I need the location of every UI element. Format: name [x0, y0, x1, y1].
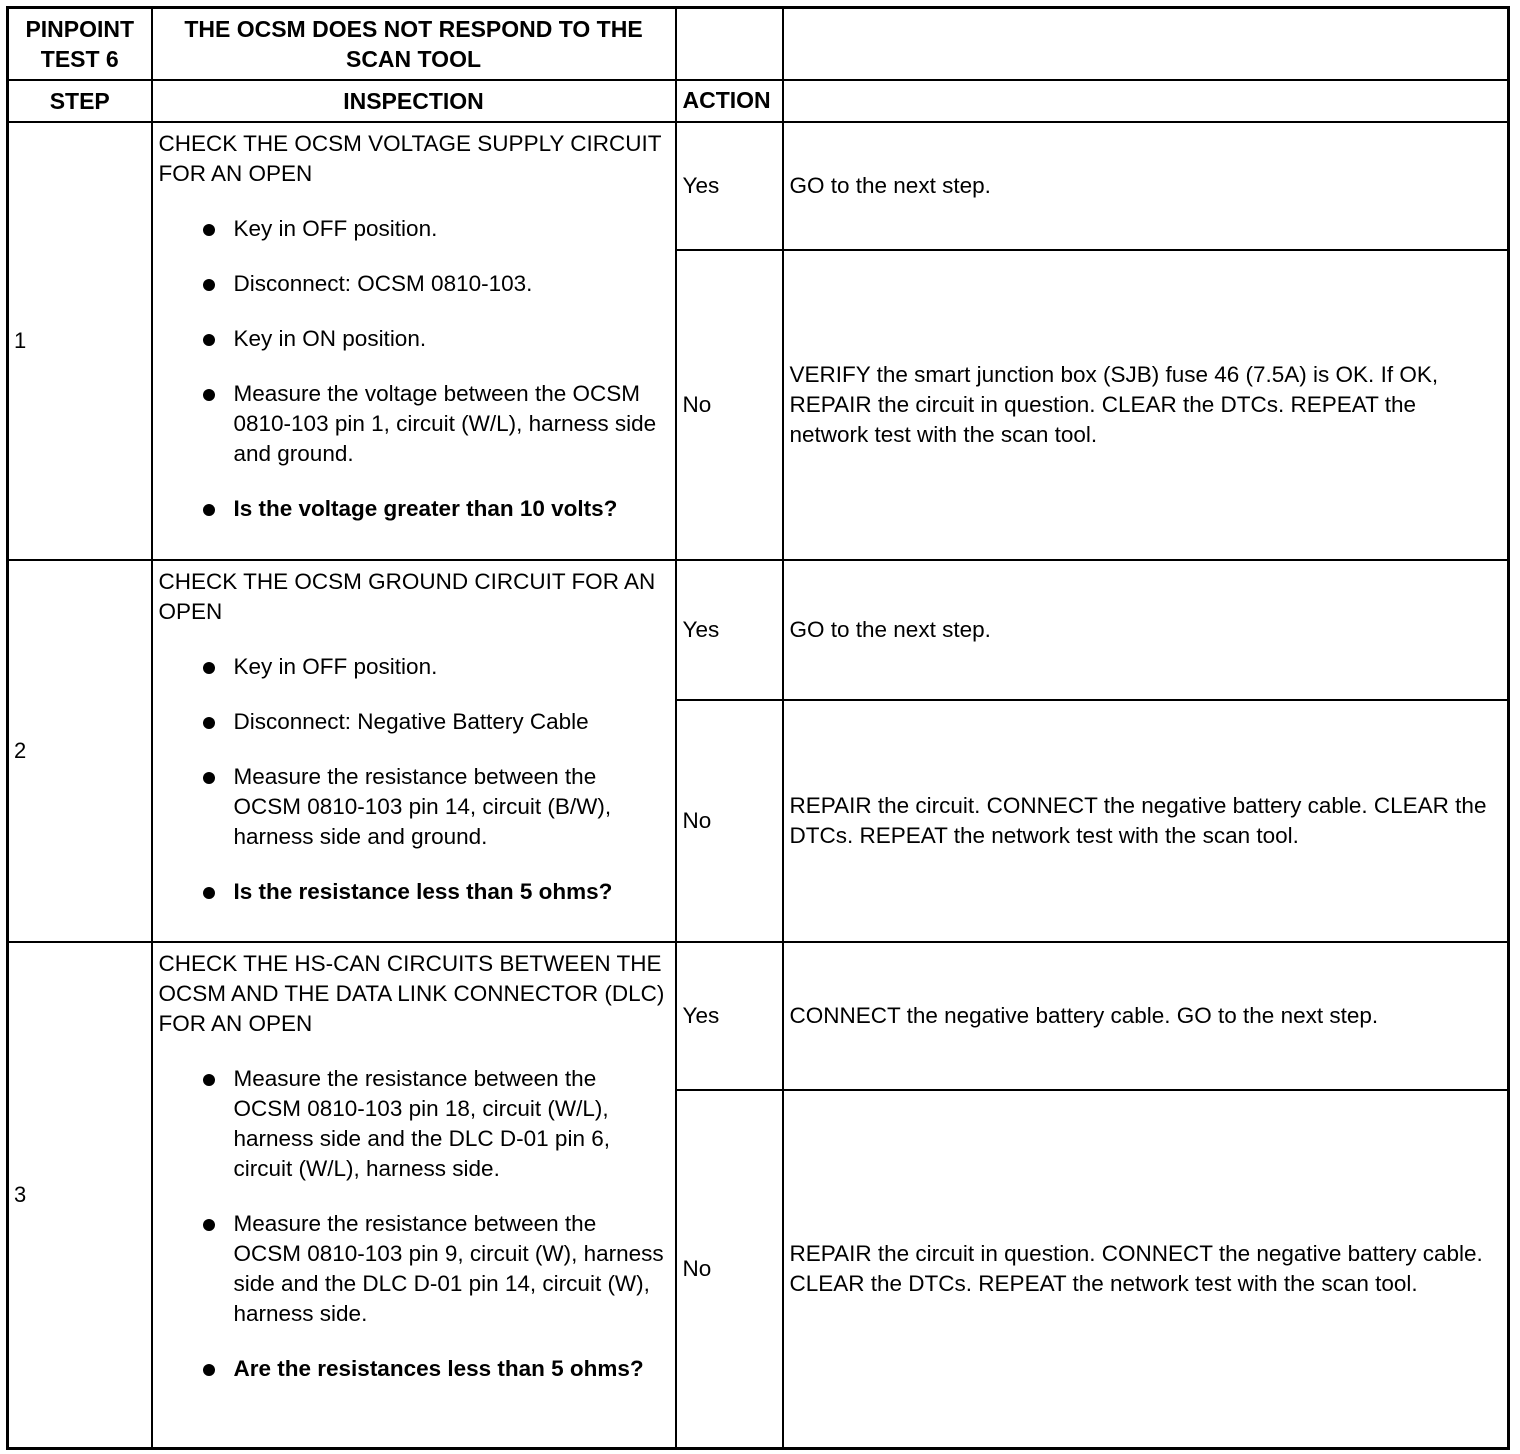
empty-header-cell — [676, 8, 783, 80]
yes-label: Yes — [676, 942, 783, 1090]
bullet-item: Disconnect: Negative Battery Cable — [159, 707, 669, 737]
inspection-question: Are the resistances less than 5 ohms? — [159, 1354, 669, 1384]
no-label: No — [676, 1090, 783, 1449]
inspection-question: Is the voltage greater than 10 volts? — [159, 494, 669, 524]
no-label: No — [676, 700, 783, 942]
inspection-title: CHECK THE OCSM VOLTAGE SUPPLY CIRCUIT FOR AN OPEN — [158, 130, 662, 186]
yes-action: GO to the next step. — [783, 560, 1509, 700]
bullet-item: Measure the resistance between the OCSM 0810-103 pin 14, circuit (B/W), harness side and ground. — [159, 762, 669, 852]
pinpoint-test-table — [6, 6, 1510, 1450]
column-header-step: STEP — [8, 80, 152, 122]
title-row — [8, 8, 1509, 80]
table-row — [8, 122, 1509, 250]
bullet-item: Key in OFF position. — [159, 652, 669, 682]
table-row — [8, 560, 1509, 700]
inspection-bullets — [159, 1064, 669, 1384]
bullet-item: Key in ON position. — [159, 324, 669, 354]
bullet-item: Key in OFF position. — [159, 214, 669, 244]
inspection-bullets — [159, 652, 669, 907]
test-title: THE OCSM DOES NOT RESPOND TO THE SCAN TOOL — [152, 8, 676, 80]
empty-header-cell — [783, 80, 1509, 122]
yes-action: CONNECT the negative battery cable. GO to the next step. — [783, 942, 1509, 1090]
bullet-item: Measure the voltage between the OCSM 0810-103 pin 1, circuit (W/L), harness side and ground. — [159, 379, 669, 469]
bullet-item: Measure the resistance between the OCSM 0810-103 pin 9, circuit (W), harness side and the DLC D-01 pin 14, circuit (W), harness side. — [159, 1209, 669, 1329]
yes-label: Yes — [676, 560, 783, 700]
column-header-row — [8, 80, 1509, 122]
no-action: REPAIR the circuit. CONNECT the negative battery cable. CLEAR the DTCs. REPEAT the network test with the scan tool. — [783, 700, 1509, 942]
bullet-item: Measure the resistance between the OCSM 0810-103 pin 18, circuit (W/L), harness side and the DLC D-01 pin 6, circuit (W/L), harness side. — [159, 1064, 669, 1184]
column-header-action: ACTION — [676, 80, 783, 122]
no-action: VERIFY the smart junction box (SJB) fuse 46 (7.5A) is OK. If OK, REPAIR the circuit in question. CLEAR the DTCs. REPEAT the network test with the scan tool. — [783, 250, 1509, 560]
table-row — [8, 942, 1509, 1090]
inspection-bullets — [159, 214, 669, 524]
step-number: 2 — [8, 560, 152, 942]
step-number: 3 — [8, 942, 152, 1449]
bullet-item: Disconnect: OCSM 0810-103. — [159, 269, 669, 299]
inspection-question: Is the resistance less than 5 ohms? — [159, 877, 669, 907]
pinpoint-label: PINPOINT TEST 6 — [8, 8, 152, 80]
yes-label: Yes — [676, 122, 783, 250]
no-label: No — [676, 250, 783, 560]
inspection-title: CHECK THE OCSM GROUND CIRCUIT FOR AN OPEN — [158, 568, 656, 624]
inspection-cell — [152, 942, 676, 1449]
inspection-title: CHECK THE HS-CAN CIRCUITS BETWEEN THE OCSM AND THE DATA LINK CONNECTOR (DLC) FOR AN OPEN — [158, 950, 665, 1036]
inspection-cell — [152, 560, 676, 942]
empty-header-cell — [783, 8, 1509, 80]
column-header-inspection: INSPECTION — [152, 80, 676, 122]
inspection-cell — [152, 122, 676, 560]
no-action: REPAIR the circuit in question. CONNECT the negative battery cable. CLEAR the DTCs. REPEAT the network test with the scan tool. — [783, 1090, 1509, 1449]
yes-action: GO to the next step. — [783, 122, 1509, 250]
step-number: 1 — [8, 122, 152, 560]
